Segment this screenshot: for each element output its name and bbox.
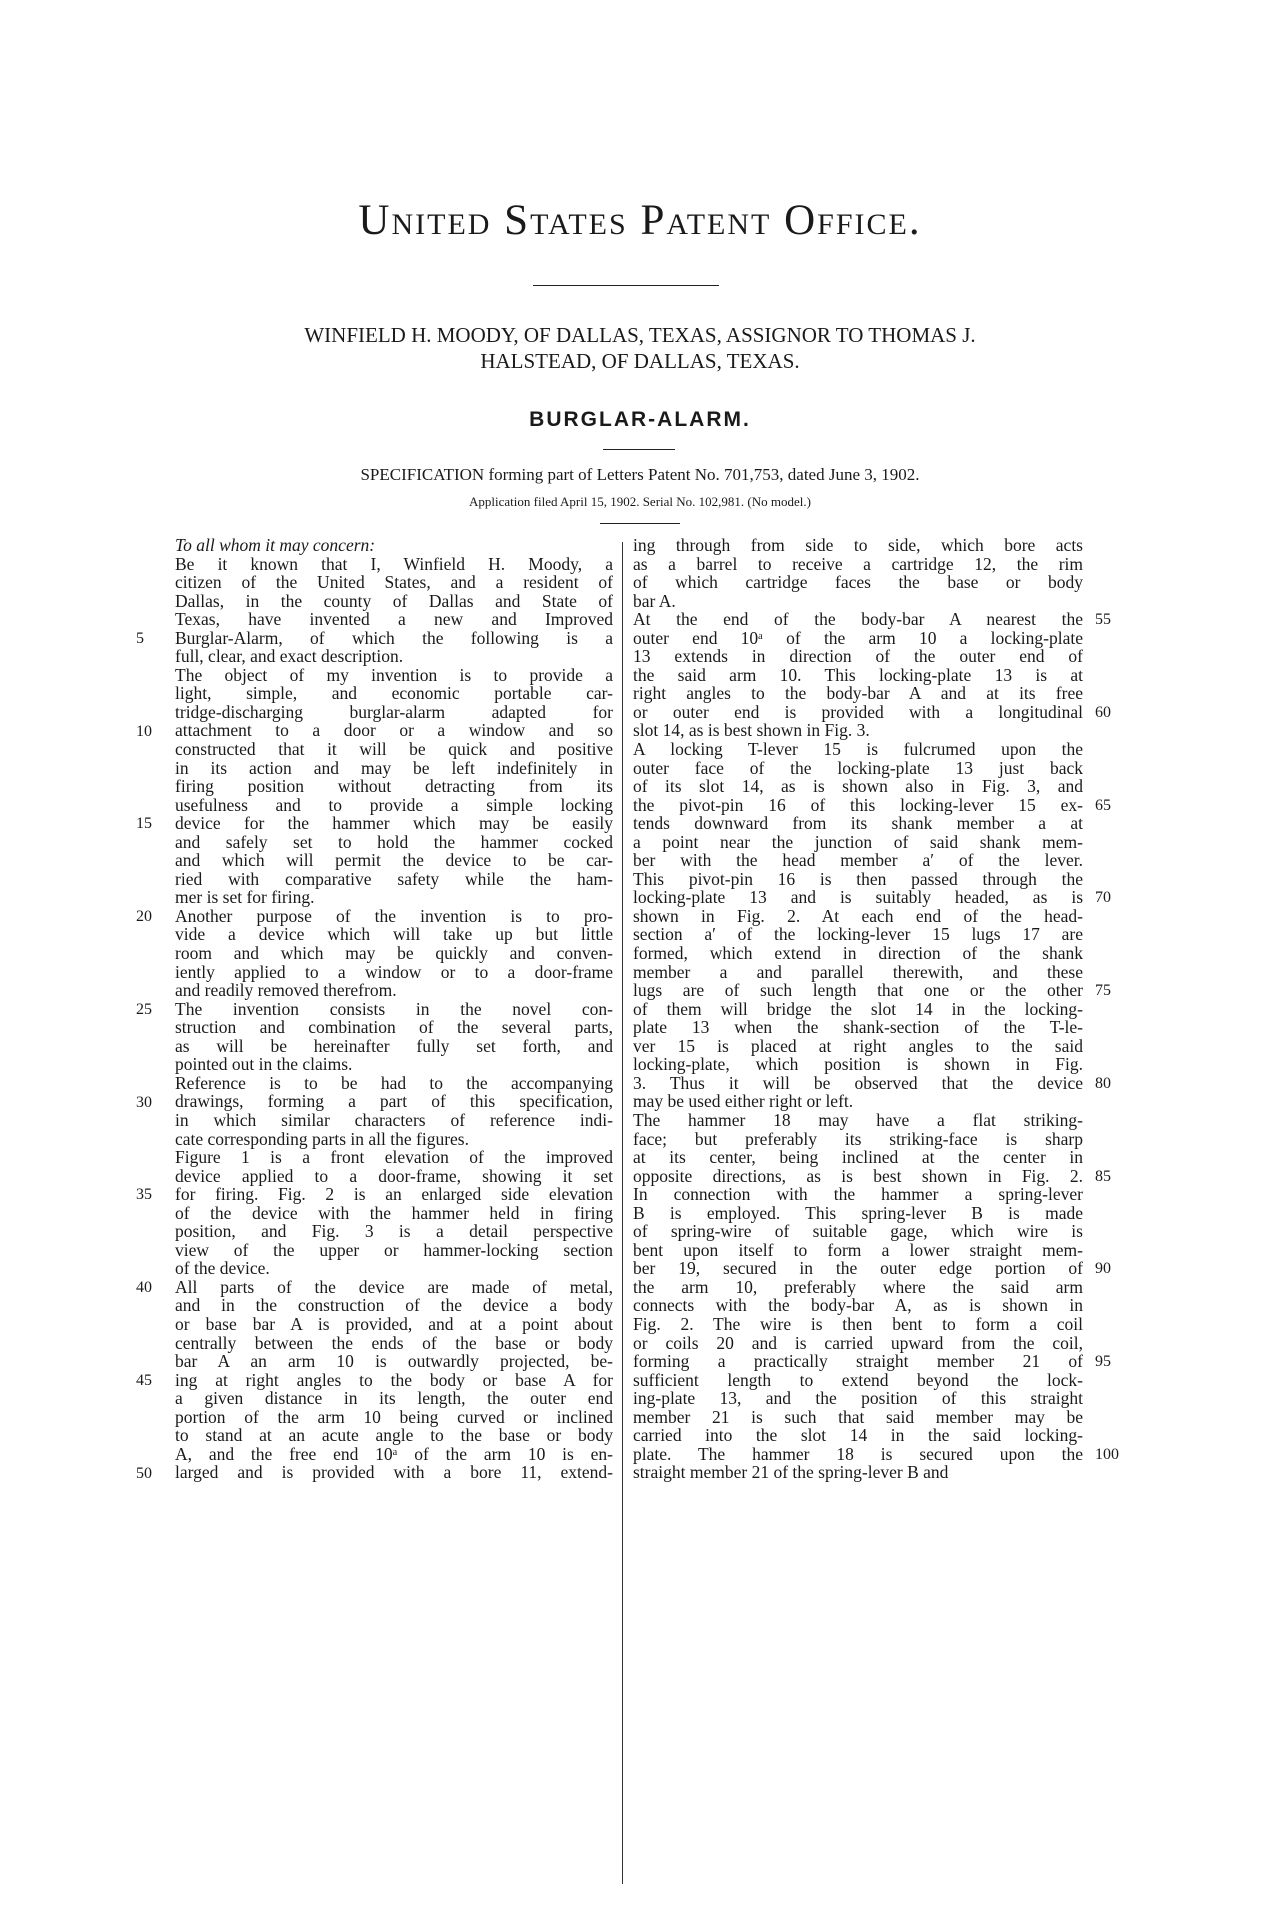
line-number: 100 (1095, 1445, 1119, 1463)
text-line: Be it known that I, Winfield H. Moody, a (175, 553, 613, 574)
text-line: A, and the free end 10ᵃ of the arm 10 is en- (175, 1443, 613, 1464)
text-line: At the end of the body-bar A nearest the (633, 609, 1083, 630)
text-line: locking-plate, which position is shown in Fig. (633, 1054, 1083, 1075)
text-line: 13 extends in direction of the outer end of (633, 646, 1083, 667)
text-line: portion of the arm 10 being curved or inclined (175, 1406, 613, 1427)
inventor-block (0, 322, 1280, 374)
text-line: ber with the head member a′ of the lever. (633, 850, 1083, 871)
text-line: tends downward from its shank member a at (633, 813, 1083, 834)
line-number: 65 (1095, 796, 1111, 814)
line-number: 15 (136, 815, 152, 833)
text-line: usefulness and to provide a simple locking (175, 794, 613, 815)
text-line: of the device. (175, 1258, 270, 1279)
text-line: or coils 20 and is carried upward from the coil, (633, 1332, 1083, 1353)
text-line: constructed that it will be quick and positive (175, 739, 613, 760)
line-number: 50 (136, 1464, 152, 1482)
text-line: locking-plate 13 and is suitably headed, as is (633, 887, 1083, 908)
inventor-line-2: HALSTEAD, OF DALLAS, TEXAS. (480, 349, 800, 373)
text-line: In connection with the hammer a spring-lever (633, 1184, 1083, 1205)
text-line: mer is set for firing. (175, 887, 315, 908)
text-line: of the device with the hammer held in firing (175, 1202, 613, 1223)
text-line: outer face of the locking-plate 13 just back (633, 757, 1083, 778)
text-line: Dallas, in the county of Dallas and State of (175, 590, 613, 611)
line-number: 85 (1095, 1167, 1111, 1185)
text-line: ber 19, secured in the outer edge portion of (633, 1258, 1083, 1279)
text-line: a point near the junction of said shank mem- (633, 831, 1083, 852)
text-line: attachment to a door or a window and so (175, 720, 613, 741)
office-heading: United States Patent Office. (358, 197, 922, 244)
text-line: ver 15 is placed at right angles to the said (633, 1035, 1083, 1056)
text-line: sufficient length to extend beyond the lock- (633, 1369, 1083, 1390)
line-number: 30 (136, 1093, 152, 1111)
text-line: All parts of the device are made of metal, (175, 1276, 613, 1297)
line-number: 90 (1095, 1260, 1111, 1278)
text-line: Fig. 2. The wire is then bent to form a coil (633, 1313, 1083, 1334)
text-line: at its center, being inclined at the center in (633, 1147, 1083, 1168)
line-number: 35 (136, 1186, 152, 1204)
text-line: or outer end is provided with a longitudinal (633, 701, 1083, 722)
spec-rule (600, 523, 680, 524)
text-line: B is employed. This spring-lever B is made (633, 1202, 1083, 1223)
column-divider (622, 542, 623, 1884)
text-line: ing through from side to side, which bore acts (633, 535, 1083, 555)
text-line: room and which may be quickly and conven- (175, 943, 613, 964)
specification-line: SPECIFICATION forming part of Letters Patent No. 701,753, dated June 3, 1902. (360, 465, 920, 484)
text-line: plate 13 when the shank-section of the T-le- (633, 1017, 1083, 1038)
text-line: The object of my invention is to provide a (175, 664, 613, 685)
text-line: larged and is provided with a bore 11, extend- (175, 1462, 613, 1483)
text-line: and readily removed therefrom. (175, 980, 397, 1001)
text-line: bar A an arm 10 is outwardly projected, be- (175, 1351, 613, 1372)
right-text-column (633, 536, 1083, 1482)
text-line: of spring-wire of suitable gage, which wire is (633, 1221, 1083, 1242)
text-line: struction and combination of the several parts, (175, 1017, 613, 1038)
line-number: 70 (1095, 889, 1111, 907)
text-line: may be used either right or left. (633, 1091, 854, 1112)
left-text-column (175, 536, 613, 1482)
text-line: in which similar characters of reference indi- (175, 1109, 613, 1130)
text-line: shown in Fig. 2. At each end of the head- (633, 905, 1083, 926)
text-line: slot 14, as is best shown in Fig. 3. (633, 720, 870, 741)
text-line: the arm 10, preferably where the said arm (633, 1276, 1083, 1297)
text-line: plate. The hammer 18 is secured upon the (633, 1443, 1083, 1464)
text-line: the said arm 10. This locking-plate 13 is at (633, 664, 1083, 685)
text-line: bar A. (633, 590, 676, 611)
text-line: and which will permit the device to be car- (175, 850, 613, 871)
text-line: for firing. Fig. 2 is an enlarged side elevation (175, 1184, 613, 1205)
text-line: iently applied to a window or to a door-frame (175, 961, 613, 982)
text-line: as a barrel to receive a cartridge 12, the rim (633, 553, 1083, 574)
text-line: drawings, forming a part of this specification, (175, 1091, 613, 1112)
text-line: outer end 10ᵃ of the arm 10 a locking-plate (633, 627, 1083, 648)
text-line: straight member 21 of the spring-lever B and (633, 1462, 949, 1483)
text-line: member a and parallel therewith, and these (633, 961, 1083, 982)
text-line: to stand at an acute angle to the base or body (175, 1425, 613, 1446)
text-line: opposite directions, as is best shown in Fig. 2. (633, 1165, 1083, 1186)
text-line: of them will bridge the slot 14 in the locking- (633, 998, 1083, 1019)
line-number: 25 (136, 1000, 152, 1018)
text-line: position, and Fig. 3 is a detail perspective (175, 1221, 613, 1242)
text-line: ried with comparative safety while the ham- (175, 868, 613, 889)
text-line: This pivot-pin 16 is then passed through the (633, 868, 1083, 889)
text-line: formed, which extend in direction of the shank (633, 943, 1083, 964)
text-line: carried into the slot 14 in the said locking- (633, 1425, 1083, 1446)
heading-rule (533, 285, 719, 286)
line-number: 95 (1095, 1353, 1111, 1371)
line-number: 60 (1095, 703, 1111, 721)
text-line: and safely set to hold the hammer cocked (175, 831, 613, 852)
text-line: or base bar A is provided, and at a point about (175, 1313, 613, 1334)
application-line: Application filed April 15, 1902. Serial No. 102,981. (No model.) (469, 494, 811, 509)
text-line: in its action and may be left indefinitely in (175, 757, 613, 778)
text-line: view of the upper or hammer-locking section (175, 1239, 613, 1260)
text-line: the pivot-pin 16 of this locking-lever 15 ex- (633, 794, 1083, 815)
text-line: pointed out in the claims. (175, 1054, 353, 1075)
text-line: cate corresponding parts in all the figures. (175, 1128, 469, 1149)
text-line: centrally between the ends of the base or body (175, 1332, 613, 1353)
text-line: citizen of the United States, and a resident of (175, 572, 613, 593)
text-line: member 21 is such that said member may be (633, 1406, 1083, 1427)
text-line: A locking T-lever 15 is fulcrumed upon the (633, 739, 1083, 760)
text-line: light, simple, and economic portable car- (175, 683, 613, 704)
inventor-line-1: WINFIELD H. MOODY, OF DALLAS, TEXAS, ASSIGNOR TO THOMAS J. (304, 323, 976, 347)
line-number: 20 (136, 908, 152, 925)
text-line: bent upon itself to form a lower straight mem- (633, 1239, 1083, 1260)
invention-title: BURGLAR-ALARM. (529, 408, 751, 431)
text-line: as will be hereinafter fully set forth, and (175, 1035, 613, 1056)
text-line: device applied to a door-frame, showing it set (175, 1165, 613, 1186)
text-line: ing at right angles to the body or base A for (175, 1369, 613, 1390)
line-number: 55 (1095, 611, 1111, 629)
text-line: device for the hammer which may be easily (175, 813, 613, 834)
text-line: section a′ of the locking-lever 15 lugs 17 are (633, 924, 1083, 945)
text-line: Burglar-Alarm, of which the following is a (175, 627, 613, 648)
text-line: tridge-discharging burglar-alarm adapted for (175, 701, 613, 722)
text-line: forming a practically straight member 21 of (633, 1351, 1083, 1372)
text-line: firing position without detracting from its (175, 776, 613, 797)
text-line: of which cartridge faces the base or body (633, 572, 1083, 593)
line-number: 75 (1095, 982, 1111, 1000)
text-line: lugs are of such length that one or the other (633, 980, 1083, 1001)
text-line: Figure 1 is a front elevation of the improved (175, 1147, 613, 1168)
text-line: Reference is to be had to the accompanying (175, 1072, 613, 1093)
line-number: 5 (136, 629, 144, 647)
text-line: connects with the body-bar A, as is shown in (633, 1295, 1083, 1316)
text-line: Texas, have invented a new and Improved (175, 609, 613, 630)
text-line: The invention consists in the novel con- (175, 998, 613, 1019)
line-number: 10 (136, 722, 152, 740)
text-line: and in the construction of the device a body (175, 1295, 613, 1316)
line-number: 40 (136, 1279, 152, 1296)
text-line: Another purpose of the invention is to pro- (175, 905, 613, 926)
text-line: vide a device which will take up but little (175, 924, 613, 945)
line-number: 45 (136, 1371, 152, 1389)
title-rule (603, 449, 675, 450)
text-line: right angles to the body-bar A and at its free (633, 683, 1083, 704)
text-line: To all whom it may concern: (175, 535, 376, 555)
text-line: of its slot 14, as is shown also in Fig. 3, and (633, 776, 1083, 797)
text-line: ing-plate 13, and the position of this straight (633, 1388, 1083, 1409)
text-line: face; but preferably its striking-face is sharp (633, 1128, 1083, 1149)
text-line: 3. Thus it will be observed that the device (633, 1072, 1083, 1093)
line-number: 80 (1095, 1074, 1111, 1092)
text-line: The hammer 18 may have a flat striking- (633, 1109, 1083, 1130)
text-line: a given distance in its length, the outer end (175, 1388, 613, 1409)
text-line: full, clear, and exact description. (175, 646, 404, 667)
